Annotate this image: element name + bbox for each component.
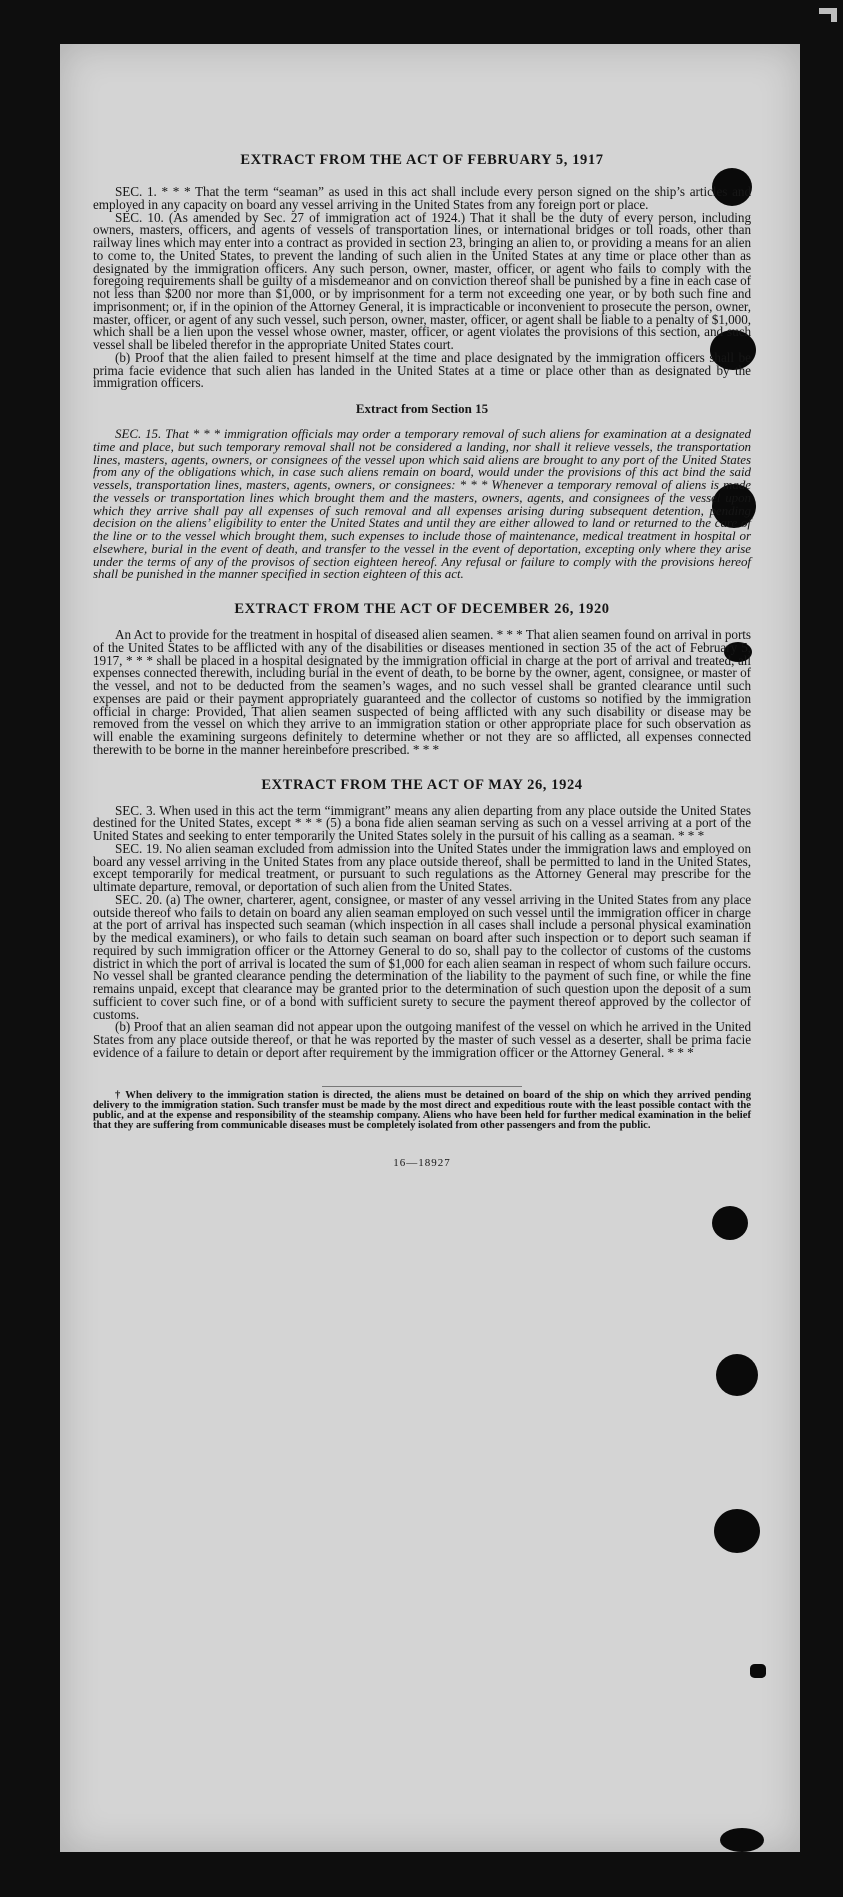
document-body	[93, 150, 751, 1169]
footnote-divider	[322, 1086, 522, 1087]
corner-crop-mark	[819, 8, 837, 22]
punch-hole-mark	[720, 1828, 764, 1852]
section-15-text: SEC. 15. That * * * immigration officials may order a temporary removal of such aliens for examination at a designated time and place, but such temporary removal shall not be considered a landing, nor shall it relieve vessels, the transportation lines, masters, agents, owners, or consignees of the vessel upon which said aliens are brought to any port of the United States from any of the obligations which, in case such aliens remain on board, would under the provisions of this act bind the said vessels, transportation lines, masters, agents, owners, or consignees: * * * Whenever a temporary removal of aliens is made the vessels or transportation lines which brought them and the masters, owners, agents, and consignees of the vessel upon which they arrive shall pay all expenses of such removal and all expenses arising during subsequent detention, pending decision on the aliens’ eligibility to enter the United States and until they are either allowed to land or returned to the care of the line or to the vessel which brought them, such expenses to include those of maintenance, medical treatment in hospital or elsewhere, burial in the event of death, and transfer to the vessel in the event of deportation, excepting only where they arise under the terms of any of the provisos of section eighteen hereof. Any refusal or failure to comply with the provisions hereof shall be punished in the manner specified in section eighteen of this act.	[93, 426, 751, 582]
section-1924-sec-3: SEC. 3. When used in this act the term “immigrant” means any alien departing from any place outside the United States destined for the United States, except * * * (5) a bona fide alien seaman serving as such on a vessel arriving at a port of the United States and seeking to enter temporarily the United States solely in the pursuit of his calling as a seaman. * * *	[93, 802, 751, 843]
punch-hole-mark	[716, 1354, 758, 1396]
footnote: † When delivery to the immigration station is directed, the aliens must be detained on board of the ship on which they arrived pending delivery to the immigration station. Such transfer must be made by the most direct and expeditious route with the least possible contact with the public, and at the expense and responsibility of the steamship company. Aliens who have been held for further medical examination in the belief that they are suffering from communicable diseases must be completely isolated from other passengers and from the public.	[93, 1089, 751, 1132]
form-number: 16—18927	[393, 1157, 451, 1170]
section-title-section-15: Extract from Section 15	[355, 401, 489, 416]
section-title-act-1917: EXTRACT FROM THE ACT OF FEBRUARY 5, 1917	[240, 152, 604, 168]
punch-hole-mark	[750, 1664, 766, 1678]
section-1917-sec-10: SEC. 10. (As amended by Sec. 27 of immigration act of 1924.) That it shall be the duty of every person, including owners, masters, officers, and agents of vessels of transportation lines, or international bridges or toll roads, other than railway lines which may enter into a contract as provided in section 23, bringing an alien to, or providing a means for an alien to come to, the United States, to prevent the landing of such alien in the United States at any time or place other than as designated by the immigration officers. Any such person, owner, master, officer, or agent who fails to comply with the foregoing requirements shall be guilty of a misdemeanor and on conviction thereof shall be punished by a fine in each case of not less than $200 nor more than $1,000, or by imprisonment for a term not exceeding one year, or by both such fine and imprisonment; or, if in the opinion of the Attorney General, it is impracticable or inconvenient to prosecute the person, owner, master, officer, or agent of any such vessel, such person, owner, master, officer, or agent shall be liable to a penalty of $1,000, which shall be a lien upon the vessel whose owner, master, officer, or agent violates the provisions of this section, and such vessel shall be libeled therefor in the appropriate United States court.	[93, 209, 751, 352]
section-1917-sec-1: SEC. 1. * * * That the term “seaman” as used in this act shall include every person signed on the ship’s articles and employed in any capacity on board any vessel arriving in the United States from any foreign port or place.	[93, 184, 751, 212]
section-title-act-1920: EXTRACT FROM THE ACT OF DECEMBER 26, 1920	[234, 601, 610, 617]
section-1924-sec-20-a: SEC. 20. (a) The owner, charterer, agent, consignee, or master of any vessel arriving in the United States from any place outside thereof who fails to detain on board any alien seaman employed on such vessel until the immigration officer in charge at the port of arrival has inspected such seaman (which inspection in all cases shall include a personal physical examination by the medical examiners), or who fails to detain such seaman on board after such inspection or to deport such seaman if required by such immigration officer or the Attorney General to do so, shall pay to the collector of customs of the customs district in which the port of arrival is located the sum of $1,000 for each alien seaman in respect of whom such failure occurs. No vessel shall be granted clearance pending the determination of the liability to the payment of such fine, or while the fine remains unpaid, except that clearance may be granted prior to the determination of such question upon the deposit of a sum sufficient to cover such fine, or of a bond with sufficient surety to secure the payment thereof approved by the collector of customs.	[93, 891, 751, 1022]
section-1920-text: An Act to provide for the treatment in hospital of diseased alien seamen. * * * That alien seamen found on arrival in ports of the United States to be afflicted with any of the disabilities or diseases mentioned in section 35 of the act of February 5, 1917, * * * shall be placed in a hospital designated by the immigration official in charge at the port of arrival and treated, all expenses connected therewith, including burial in the event of death, to be borne by the owner, agent, consignee, or master of the vessel, and not to be deducted from the seamen’s wages, and no such vessel shall be granted clearance until such expenses are paid or their payment appropriately guaranteed and the collector of customs so notified by the immigration official in charge: Provided, That alien seamen suspected of being afflicted with any such disability or disease may be removed from the vessel on which they arrive to an immigration station or other appropriate place for such observation as will enable the examining surgeons definitely to determine whether or not they are so afflicted, all expenses connected therewith to be borne in the manner hereinbefore prescribed. * * *	[93, 627, 751, 757]
document-sheet	[60, 44, 800, 1852]
section-1924-sec-20-b: (b) Proof that an alien seaman did not appear upon the outgoing manifest of the vessel on which he arrived in the United States from any place outside thereof, or that he was reported by the master of such vessel as a deserter, shall be prima facie evidence of a failure to detain or deport after requirement by the immigration officer or the Attorney General. * * *	[93, 1019, 751, 1060]
section-1924-sec-19: SEC. 19. No alien seaman excluded from admission into the United States under the immigration laws and employed on board any vessel arriving in the United States from any place outside thereof, shall be permitted to land in the United States, except temporarily for medical treatment, or pursuant to such regulations as the Attorney General may prescribe for the ultimate departure, removal, or deportation of such alien from the United States.	[93, 840, 751, 894]
section-1917-sec-10-b: (b) Proof that the alien failed to present himself at the time and place designated by the immigration officers shall be prima facie evidence that such alien has landed in the United States at a time or place other than as designated by the immigration officers.	[93, 349, 751, 391]
section-title-act-1924: EXTRACT FROM THE ACT OF MAY 26, 1924	[261, 776, 583, 793]
punch-hole-mark	[714, 1509, 760, 1553]
punch-hole-mark	[712, 1206, 748, 1240]
